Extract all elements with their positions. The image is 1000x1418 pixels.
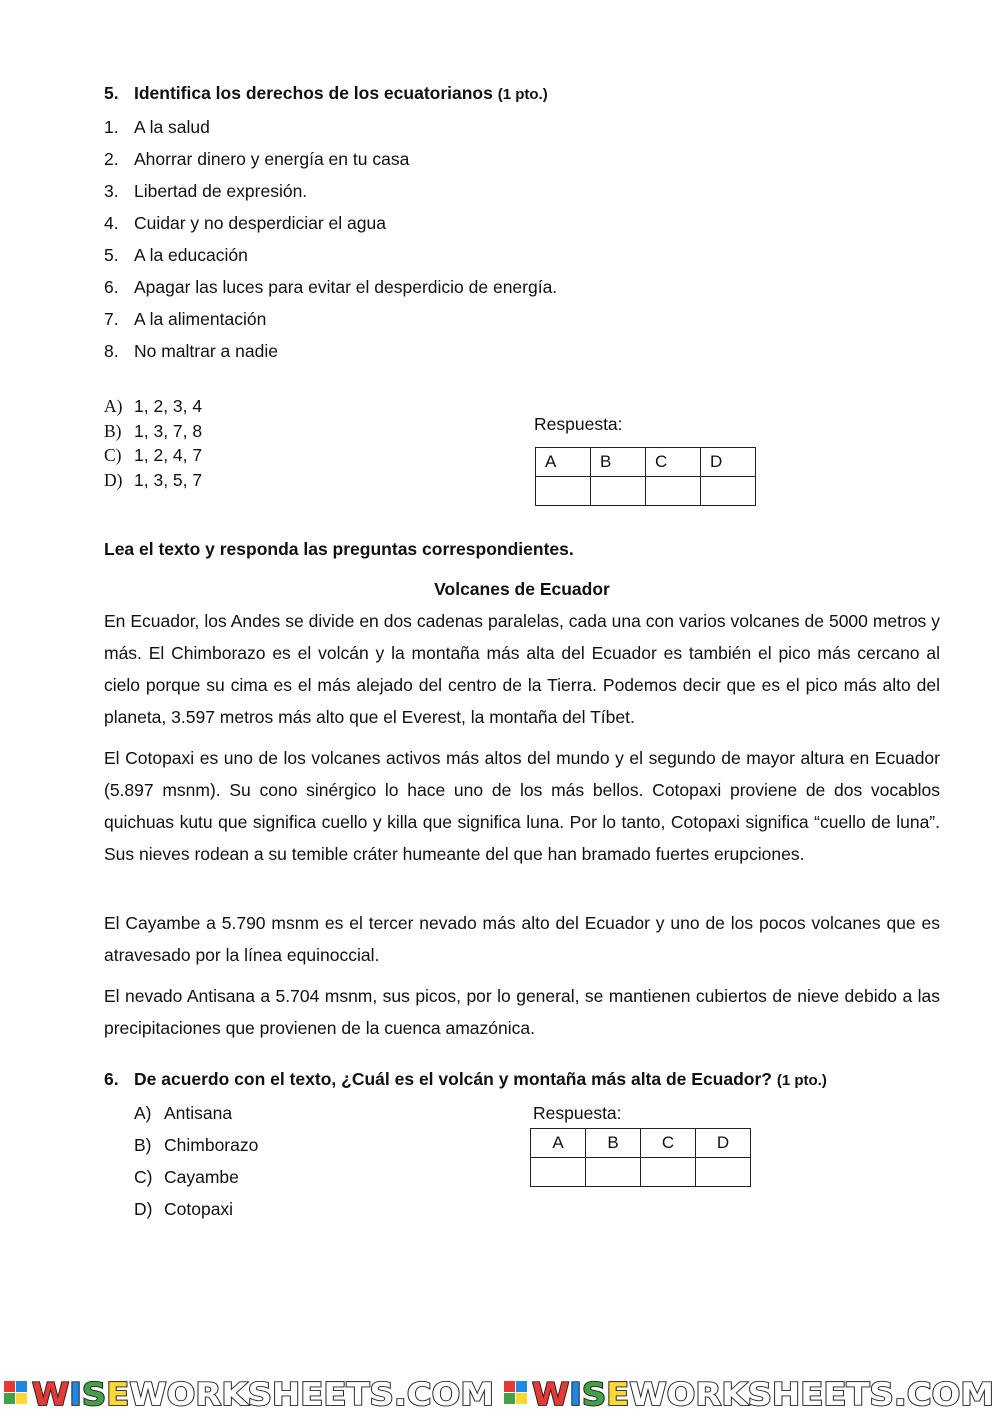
q6-points: (1 pto.): [776, 1072, 827, 1089]
q6-number: 6.: [104, 1069, 119, 1089]
option-a[interactable]: A) 1, 2, 3, 4: [104, 396, 203, 416]
answer-header-b: B: [586, 1129, 641, 1158]
q6-options: [134, 1097, 258, 1225]
answer-header-a: A: [531, 1129, 586, 1158]
q6-answer-label: Respuesta:: [533, 1103, 622, 1123]
list-item: 1. A la salud: [104, 117, 210, 137]
answer-cell-b[interactable]: [586, 1158, 641, 1187]
reading-instruction: Lea el texto y responda las preguntas correspondientes.: [104, 539, 574, 559]
option-b[interactable]: B) 1, 3, 7, 8: [104, 420, 203, 441]
answer-cell-c[interactable]: [646, 477, 701, 506]
watermark-text: WISEWORKSHEETS.COM: [32, 1377, 492, 1413]
option-d[interactable]: D) Cotopaxi: [134, 1199, 234, 1219]
list-item: 3. Libertad de expresión.: [104, 181, 308, 201]
answer-cell-a[interactable]: [531, 1158, 586, 1187]
answer-header-c: C: [641, 1129, 696, 1158]
q5-options: [104, 394, 202, 492]
reading-paragraph-2: El Cotopaxi es uno de los volcanes activos más altos del mundo y el segundo de mayor altura en Ecuador (5.897 msnm). Su cono sinérgico lo hace uno de los más bellos. Cotopaxi proviene de dos vocablos quichuas kutu que significa cuello y killa que significa luna. Por lo tanto, Cotopaxi significa “cuello de luna”. Sus nieves rodean a su temible cráter humeante del que han bramado fuertes erupciones.: [104, 748, 940, 864]
answer-cell-b[interactable]: [591, 477, 646, 506]
wise-logo-icon: [4, 1381, 27, 1404]
option-c[interactable]: C) Cayambe: [134, 1167, 239, 1187]
answer-cell-a[interactable]: [536, 477, 591, 506]
list-item: 7. A la alimentación: [104, 309, 267, 329]
option-c[interactable]: C) 1, 2, 4, 7: [104, 445, 203, 465]
answer-header-d: D: [696, 1129, 751, 1158]
q6-heading: [104, 1066, 827, 1092]
q5-answer-label: Respuesta:: [534, 414, 623, 434]
answer-cell-d[interactable]: [701, 477, 756, 506]
list-item: 6. Apagar las luces para evitar el desperdicio de energía.: [104, 277, 558, 297]
wise-logo-icon: [504, 1381, 527, 1404]
answer-header-d: D: [701, 448, 756, 477]
list-item: 4. Cuidar y no desperdiciar el agua: [104, 213, 386, 233]
footer-watermark: [0, 1373, 1000, 1413]
answer-header-a: A: [536, 448, 591, 477]
list-item: 8. No maltrar a nadie: [104, 341, 278, 361]
q5-heading: [104, 80, 548, 106]
watermark-banner: [0, 1373, 1000, 1413]
watermark-text: WISEWORKSHEETS.COM: [532, 1377, 992, 1413]
reading-paragraph-4: El nevado Antisana a 5.704 msnm, sus picos, por lo general, se mantienen cubiertos de nieve debido a las precipitaciones que provienen de la cuenca amazónica.: [104, 986, 940, 1038]
answer-header-c: C: [646, 448, 701, 477]
answer-header-b: B: [591, 448, 646, 477]
q5-points: (1 pto.): [497, 86, 548, 103]
reading-paragraph-3: El Cayambe a 5.790 msnm es el tercer nevado más alto del Ecuador y uno de los pocos volcanes que es atravesado por la línea equinoccial.: [104, 913, 940, 965]
list-item: 2. Ahorrar dinero y energía en tu casa: [104, 149, 410, 169]
q5-items-list: [104, 111, 557, 367]
q6-title: De acuerdo con el texto, ¿Cuál es el volcán y montaña más alta de Ecuador?: [134, 1069, 772, 1089]
reading-paragraph-1: En Ecuador, los Andes se divide en dos cadenas paralelas, cada una con varios volcanes de 5000 metros y más. El Chimborazo es el volcán y la montaña más alta del Ecuador es también el pico más cercano al cielo porque su cima es el más alejado del centro de la Tierra. Podemos decir que es el pico más alto del planeta, 3.597 metros más alto que el Everest, la montaña del Tíbet.: [104, 611, 940, 727]
answer-cell-d[interactable]: [696, 1158, 751, 1187]
reading-title: Volcanes de Ecuador: [434, 579, 610, 599]
list-item: 5. A la educación: [104, 245, 248, 265]
option-b[interactable]: B) Chimborazo: [134, 1135, 259, 1155]
option-a[interactable]: A) Antisana: [134, 1103, 233, 1123]
option-d[interactable]: D) 1, 3, 5, 7: [104, 469, 203, 490]
answer-cell-c[interactable]: [641, 1158, 696, 1187]
q5-number: 5.: [104, 83, 119, 103]
q5-title: Identifica los derechos de los ecuatorianos: [134, 83, 493, 103]
q5-answer-table: [535, 447, 756, 506]
q6-answer-table: [530, 1128, 751, 1187]
